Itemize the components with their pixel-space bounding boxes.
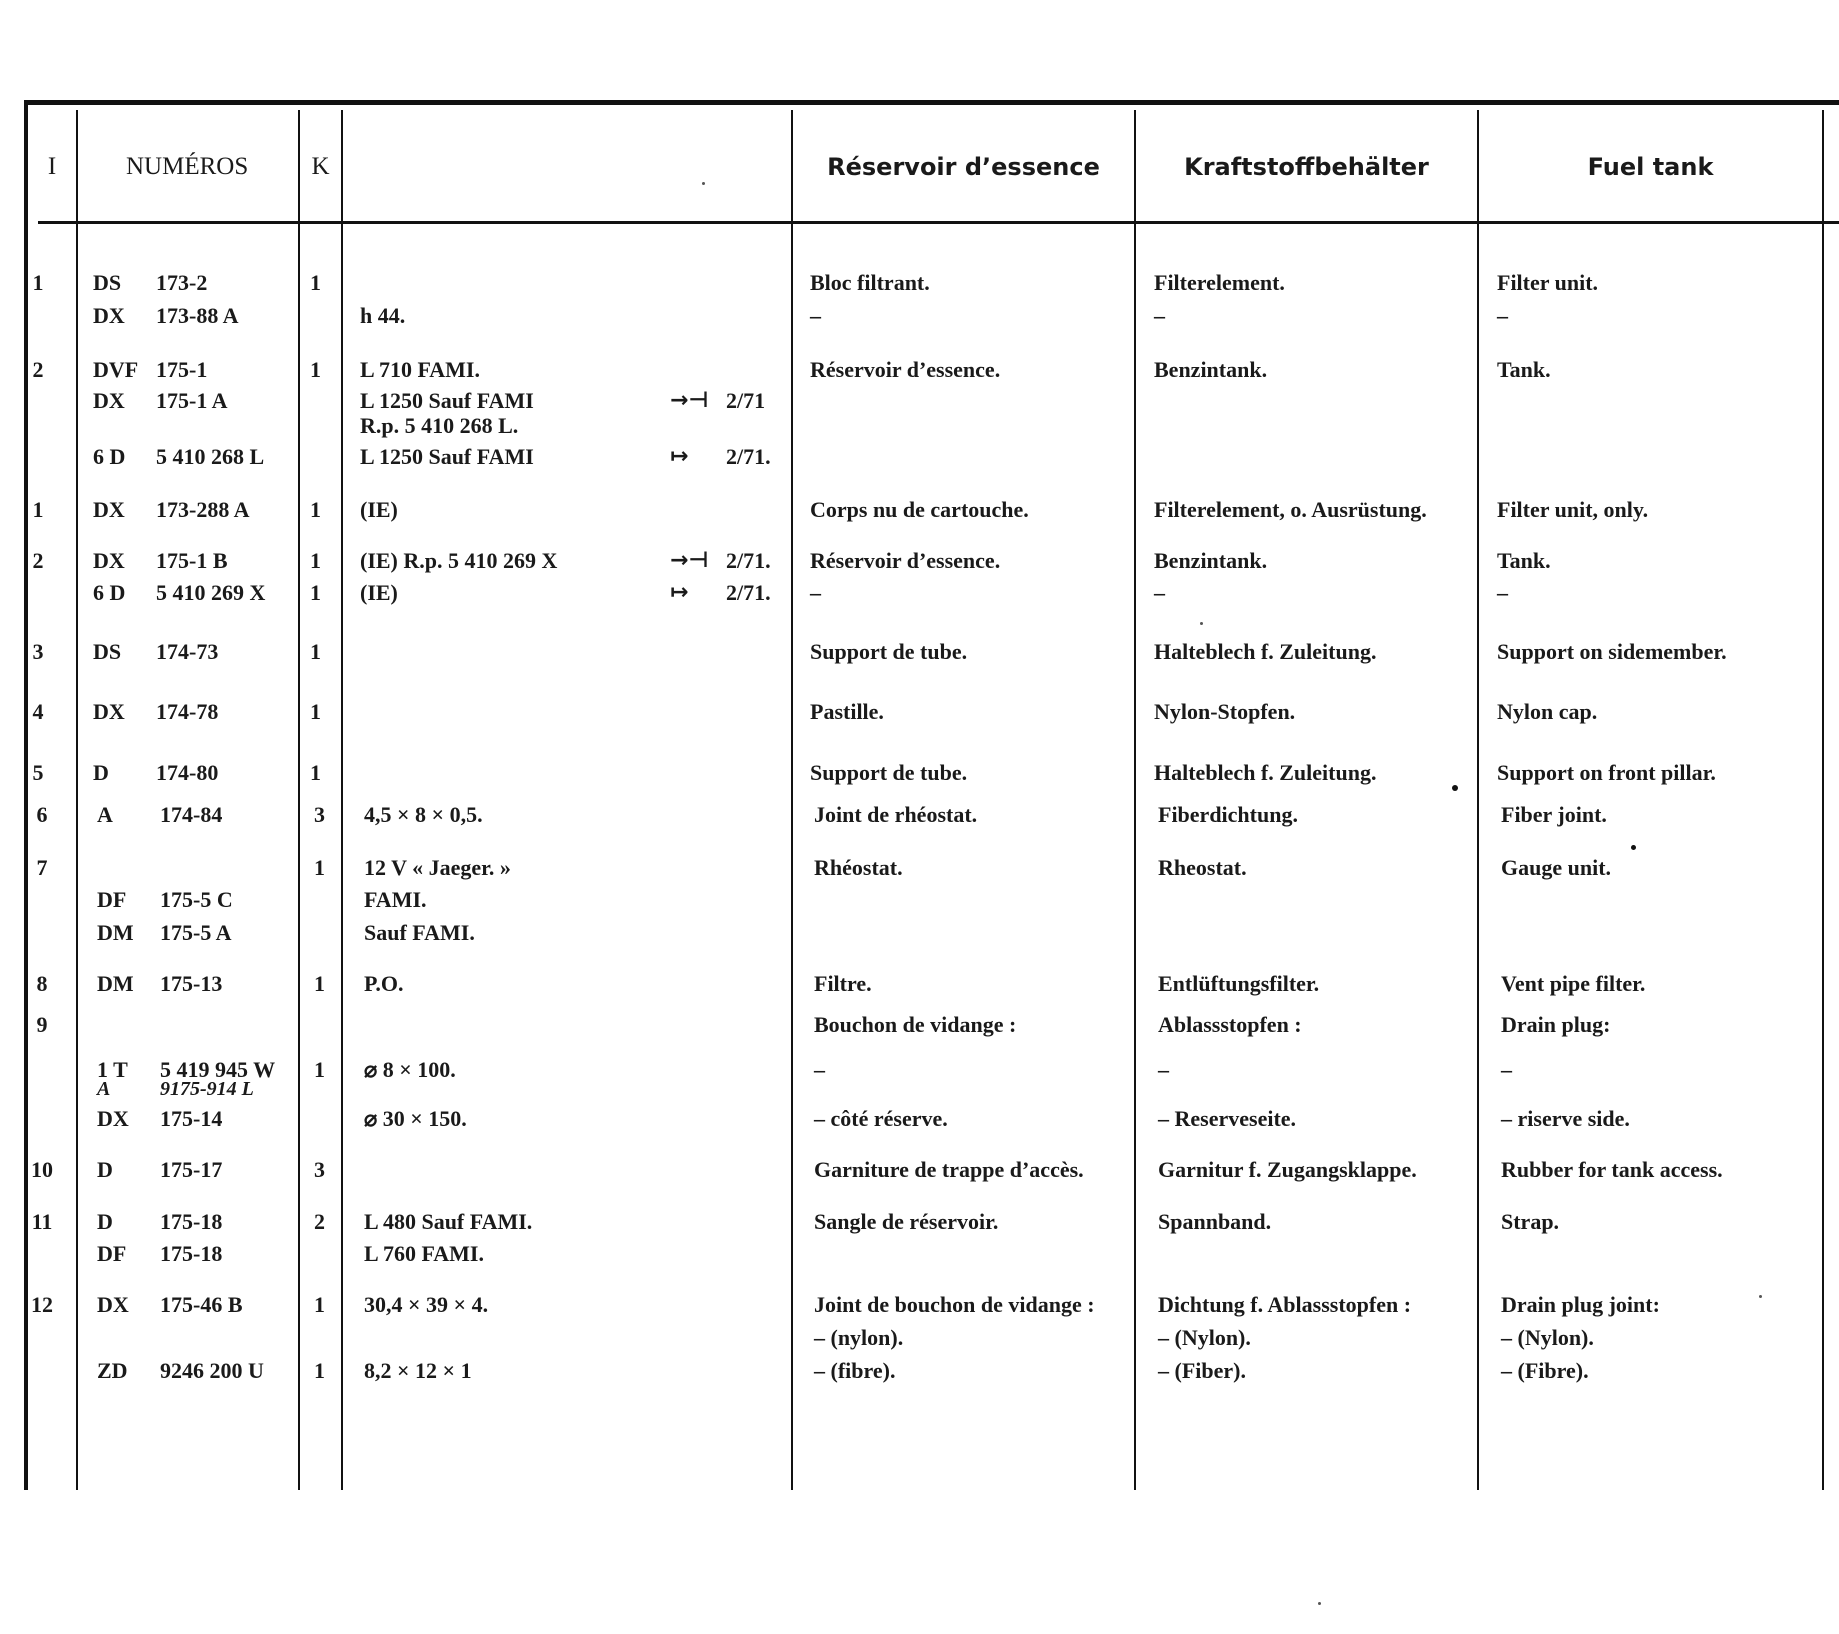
row-13-de: Rheostat.: [1158, 855, 1247, 880]
row-16-en: Vent pipe filter.: [1501, 971, 1646, 996]
row-0-number: 173-2: [156, 270, 208, 295]
row-0-de: Filterelement.: [1154, 270, 1285, 295]
row-12-de: Fiberdichtung.: [1158, 802, 1298, 827]
row-18-qty: 1: [314, 1057, 325, 1082]
row-5-note: L 1250 Sauf FAMI: [360, 444, 534, 469]
row-2-idx: 2: [32, 357, 44, 382]
row-10-idx: 4: [32, 699, 44, 724]
row-12-note: 4,5 × 8 × 0,5.: [364, 802, 483, 827]
row-22-en: Strap.: [1501, 1209, 1560, 1234]
row-13-note: 12 V « Jaeger. »: [364, 855, 511, 880]
row-5-arrow: ↦: [670, 444, 689, 469]
row-7-fr: Réservoir d’essence.: [810, 548, 1001, 573]
row-8-qty: 1: [310, 580, 321, 605]
row-13-qty: 1: [314, 855, 325, 880]
row-0-en: Filter unit.: [1497, 270, 1599, 295]
row-6-idx: 1: [32, 497, 44, 522]
row-7-date: 2/71.: [726, 548, 771, 573]
row-13-en: Gauge unit.: [1501, 855, 1612, 880]
row-23-note: L 760 FAMI.: [364, 1241, 484, 1266]
row-19-number: 9175-914 L: [160, 1078, 254, 1100]
row-6-qty: 1: [310, 497, 321, 522]
print-speck: [1452, 785, 1458, 791]
header-numeros: NUMÉROS: [126, 153, 249, 180]
row-23-prefix: DF: [97, 1241, 127, 1266]
row-18-prefix: 1 T: [97, 1057, 128, 1082]
print-speck: [702, 182, 705, 185]
row-7-arrow: →⊣: [670, 548, 709, 573]
row-18-fr: –: [814, 1057, 825, 1082]
row-2-fr: Réservoir d’essence.: [810, 357, 1001, 382]
header-k: K: [311, 153, 330, 180]
col-divider-1: [76, 110, 78, 1490]
row-8-number: 5 410 269 X: [156, 580, 266, 605]
row-21-fr: Garniture de trappe d’accès.: [814, 1157, 1084, 1182]
row-10-fr: Pastille.: [810, 699, 884, 724]
row-24-prefix: DX: [97, 1292, 129, 1317]
row-16-note: P.O.: [364, 971, 404, 996]
row-5-number: 5 410 268 L: [156, 444, 265, 469]
row-6-note: (IE): [360, 497, 398, 522]
row-7-idx: 2: [32, 548, 44, 573]
row-17-en: Drain plug:: [1501, 1012, 1611, 1037]
row-8-en: –: [1497, 580, 1508, 605]
row-2-qty: 1: [310, 357, 321, 382]
row-12-prefix: A: [97, 802, 113, 827]
row-0-fr: Bloc filtrant.: [810, 270, 930, 295]
row-8-de: –: [1154, 580, 1165, 605]
row-2-number: 175-1: [156, 357, 208, 382]
row-15-note: Sauf FAMI.: [364, 920, 475, 945]
row-9-fr: Support de tube.: [810, 639, 968, 664]
row-24-de: Dichtung f. Ablassstopfen :: [1158, 1292, 1412, 1317]
row-10-prefix: DX: [93, 699, 125, 724]
row-3-note: L 1250 Sauf FAMI: [360, 388, 534, 413]
row-15-number: 175-5 A: [160, 920, 232, 945]
row-17-de: Ablassstopfen :: [1158, 1012, 1302, 1037]
row-5-date: 2/71.: [726, 444, 771, 469]
row-24-idx: 12: [31, 1292, 53, 1317]
row-26-qty: 1: [314, 1358, 325, 1383]
row-20-number: 175-14: [160, 1106, 223, 1131]
row-2-prefix: DVF: [93, 357, 139, 382]
row-24-qty: 1: [314, 1292, 325, 1317]
row-19-prefix: A: [97, 1078, 111, 1100]
row-26-note: 8,2 × 12 × 1: [364, 1358, 472, 1383]
top-rule: [24, 100, 1839, 105]
row-22-de: Spannband.: [1158, 1209, 1272, 1234]
row-5-prefix: 6 D: [93, 444, 126, 469]
col-divider-7: [1822, 110, 1824, 1490]
row-26-de: – (Fiber).: [1158, 1358, 1246, 1383]
row-9-qty: 1: [310, 639, 321, 664]
row-1-de: –: [1154, 303, 1165, 328]
row-21-qty: 3: [314, 1157, 325, 1182]
col-divider-3: [341, 110, 343, 1490]
row-7-de: Benzintank.: [1154, 548, 1268, 573]
row-16-qty: 1: [314, 971, 325, 996]
row-11-de: Halteblech f. Zuleitung.: [1154, 760, 1377, 785]
left-frame-rule: [24, 100, 28, 1490]
row-10-number: 174-78: [156, 699, 219, 724]
col-divider-6: [1477, 110, 1479, 1490]
row-21-de: Garnitur f. Zugangsklappe.: [1158, 1157, 1417, 1182]
row-25-fr: – (nylon).: [814, 1325, 904, 1350]
print-speck: [1200, 622, 1203, 625]
row-13-fr: Rhéostat.: [814, 855, 903, 880]
row-7-prefix: DX: [93, 548, 125, 573]
row-1-en: –: [1497, 303, 1508, 328]
row-9-en: Support on sidemember.: [1497, 639, 1727, 664]
row-20-prefix: DX: [97, 1106, 129, 1131]
row-6-fr: Corps nu de cartouche.: [810, 497, 1029, 522]
row-26-en: – (Fibre).: [1501, 1358, 1589, 1383]
row-18-de: –: [1158, 1057, 1169, 1082]
row-14-note: FAMI.: [364, 887, 427, 912]
row-14-number: 175-5 C: [160, 887, 233, 912]
row-12-number: 174-84: [160, 802, 223, 827]
row-18-number: 5 419 945 W: [160, 1057, 276, 1082]
row-8-note: (IE): [360, 580, 398, 605]
row-3-prefix: DX: [93, 388, 125, 413]
row-26-prefix: ZD: [97, 1358, 128, 1383]
row-0-prefix: DS: [93, 270, 122, 295]
header-german: Kraftstoffbehälter: [1184, 153, 1429, 181]
row-11-fr: Support de tube.: [810, 760, 968, 785]
row-21-idx: 10: [31, 1157, 53, 1182]
row-21-en: Rubber for tank access.: [1501, 1157, 1723, 1182]
row-20-de: – Reserveseite.: [1158, 1106, 1297, 1131]
row-8-prefix: 6 D: [93, 580, 126, 605]
row-20-note: ⌀ 30 × 150.: [364, 1106, 467, 1131]
row-10-en: Nylon cap.: [1497, 699, 1598, 724]
row-0-qty: 1: [310, 270, 321, 295]
row-24-note: 30,4 × 39 × 4.: [364, 1292, 489, 1317]
row-16-fr: Filtre.: [814, 971, 872, 996]
row-18-en: –: [1501, 1057, 1512, 1082]
row-8-arrow: ↦: [670, 580, 689, 605]
row-11-qty: 1: [310, 760, 321, 785]
print-speck: [1631, 845, 1636, 850]
row-3-date: 2/71: [726, 388, 766, 413]
row-13-idx: 7: [36, 855, 48, 880]
row-20-en: – riserve side.: [1501, 1106, 1630, 1131]
row-8-fr: –: [810, 580, 821, 605]
row-11-number: 174-80: [156, 760, 219, 785]
row-1-fr: –: [810, 303, 821, 328]
row-8-date: 2/71.: [726, 580, 771, 605]
print-speck: [1318, 1602, 1321, 1605]
row-17-fr: Bouchon de vidange :: [814, 1012, 1017, 1037]
row-24-number: 175-46 B: [160, 1292, 243, 1317]
row-6-prefix: DX: [93, 497, 125, 522]
row-26-number: 9246 200 U: [160, 1358, 264, 1383]
header-english: Fuel tank: [1587, 153, 1714, 181]
row-20-fr: – côté réserve.: [814, 1106, 948, 1131]
row-11-en: Support on front pillar.: [1497, 760, 1716, 785]
col-divider-2: [298, 110, 300, 1490]
row-16-idx: 8: [36, 971, 48, 996]
print-speck: [1759, 1295, 1762, 1298]
row-10-de: Nylon-Stopfen.: [1154, 699, 1296, 724]
row-1-prefix: DX: [93, 303, 125, 328]
row-17-idx: 9: [36, 1012, 48, 1037]
row-22-prefix: D: [97, 1209, 113, 1234]
row-16-de: Entlüftungsfilter.: [1158, 971, 1320, 996]
header-french: Réservoir d’essence: [827, 153, 1100, 181]
row-6-number: 173-288 A: [156, 497, 250, 522]
row-11-prefix: D: [93, 760, 109, 785]
row-3-number: 175-1 A: [156, 388, 228, 413]
row-6-de: Filterelement, o. Ausrüstung.: [1154, 497, 1427, 522]
row-1-note: h 44.: [360, 303, 406, 328]
row-25-de: – (Nylon).: [1158, 1325, 1251, 1350]
row-21-number: 175-17: [160, 1157, 223, 1182]
row-9-de: Halteblech f. Zuleitung.: [1154, 639, 1377, 664]
header-index: I: [47, 153, 57, 180]
row-24-fr: Joint de bouchon de vidange :: [814, 1292, 1095, 1317]
row-9-prefix: DS: [93, 639, 122, 664]
row-16-number: 175-13: [160, 971, 223, 996]
col-divider-5: [1134, 110, 1136, 1490]
row-7-qty: 1: [310, 548, 321, 573]
row-12-qty: 3: [314, 802, 325, 827]
row-22-fr: Sangle de réservoir.: [814, 1209, 999, 1234]
row-9-idx: 3: [32, 639, 44, 664]
row-22-qty: 2: [314, 1209, 325, 1234]
row-22-idx: 11: [31, 1209, 53, 1234]
row-1-number: 173-88 A: [156, 303, 239, 328]
row-22-number: 175-18: [160, 1209, 223, 1234]
row-2-de: Benzintank.: [1154, 357, 1268, 382]
row-12-idx: 6: [36, 802, 48, 827]
row-10-qty: 1: [310, 699, 321, 724]
row-12-fr: Joint de rhéostat.: [814, 802, 978, 827]
row-9-number: 174-73: [156, 639, 219, 664]
row-21-prefix: D: [97, 1157, 113, 1182]
row-14-prefix: DF: [97, 887, 127, 912]
row-22-note: L 480 Sauf FAMI.: [364, 1209, 533, 1234]
row-4-note: R.p. 5 410 268 L.: [360, 413, 519, 438]
row-6-en: Filter unit, only.: [1497, 497, 1649, 522]
row-3-arrow: →⊣: [670, 388, 709, 413]
row-7-en: Tank.: [1497, 548, 1551, 573]
row-24-en: Drain plug joint:: [1501, 1292, 1660, 1317]
row-7-number: 175-1 B: [156, 548, 228, 573]
row-18-note: ⌀ 8 × 100.: [364, 1057, 456, 1082]
row-25-en: – (Nylon).: [1501, 1325, 1594, 1350]
col-divider-4: [791, 110, 793, 1490]
row-12-en: Fiber joint.: [1501, 802, 1607, 827]
row-26-fr: – (fibre).: [814, 1358, 896, 1383]
row-2-en: Tank.: [1497, 357, 1551, 382]
row-23-number: 175-18: [160, 1241, 223, 1266]
row-11-idx: 5: [32, 760, 44, 785]
row-15-prefix: DM: [97, 920, 134, 945]
row-2-note: L 710 FAMI.: [360, 357, 480, 382]
row-0-idx: 1: [32, 270, 44, 295]
row-7-note: (IE) R.p. 5 410 269 X: [360, 548, 558, 573]
row-16-prefix: DM: [97, 971, 134, 996]
